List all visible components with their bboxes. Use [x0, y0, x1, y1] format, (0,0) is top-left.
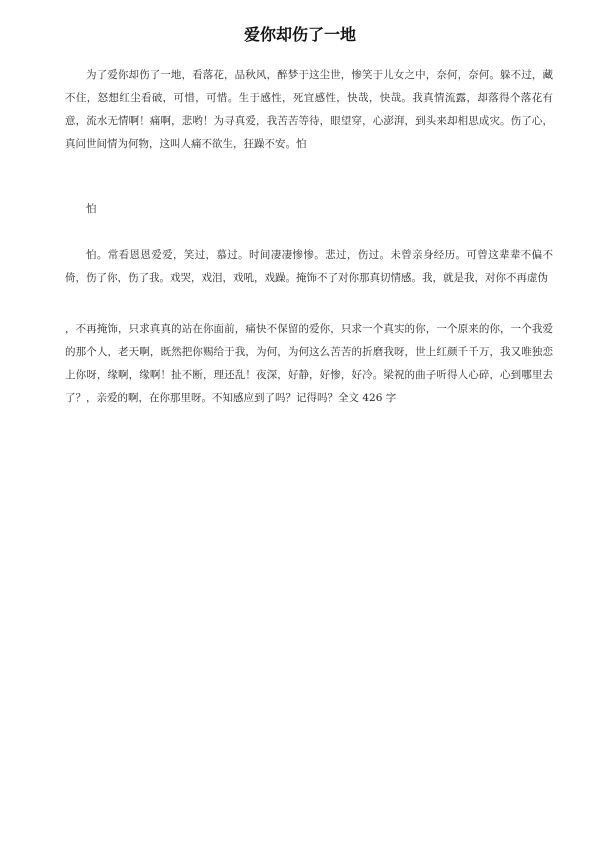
paragraph-1: 为了爱你却伤了一地，看落花，品秋风，醉梦于这尘世，惨笑于儿女之中，奈何，奈何。躲不过，藏不住，怒想红尘看破，可惜，可惜。生于感性，死宜感性，快哉，快哉。我真情流露，却落得个落花有意，流水无情啊！痛啊，悲哟！为寻真爱，我苦苦等待，眼望穿，心澎湃，到头来却相思成灾。伤了心，真问世间情为何物，这叫人痛不欲生，狂躁不安。怕 [65, 69, 553, 150]
paragraph-2: 怕 [86, 203, 97, 215]
paragraph-4: ，不再掩饰，只求真真的站在你面前，痛快不保留的爱你，只求一个真实的你，一个原来的你，一个我爱的那个人，老天啊，既然把你赐给于我，为何，为何这么苦苦的折磨我呀，世上红颜千千万，我又唯独恋上你呀，缘啊，缘啊！扯不断，理还乱！夜深，好静，好惨，好冷。梁祝的曲子听得人心碎，心到哪里去了？，亲爱的啊，在你那里呀。不知感应到了吗？记得吗？全文 426 字 [65, 323, 553, 404]
document-title: 爱你却伤了一地 [243, 25, 356, 44]
paragraph-3: 怕。常看恩恩爱爱，笑过，慕过。时间凄凄惨惨。悲过，伤过。未曾亲身经历。可曾这辈辈不偏不倚，伤了你，伤了我。戏哭，戏泪，戏吼，戏躁。掩饰不了对你那真切情感。我，就是我，对你不再虚伪 [65, 249, 553, 284]
